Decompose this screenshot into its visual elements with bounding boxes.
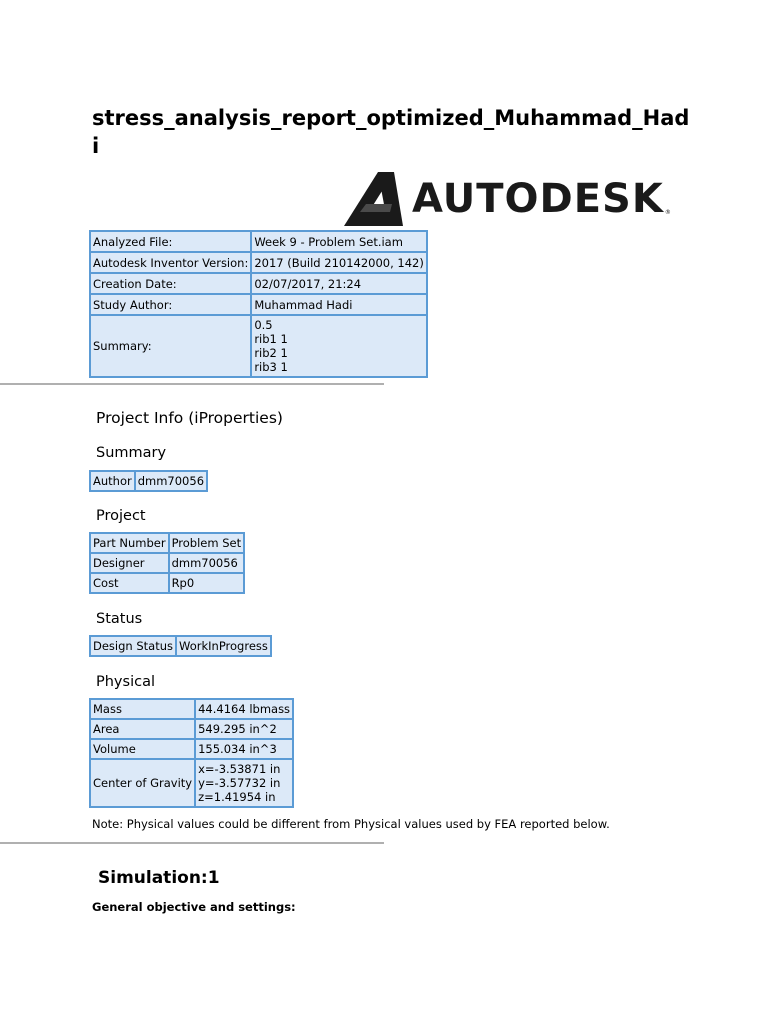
status-heading: Status	[96, 611, 143, 627]
table-row	[90, 759, 293, 807]
table-row	[90, 636, 271, 656]
cog-line: y=-3.57732 in	[198, 776, 281, 790]
table-row	[90, 471, 207, 491]
project-table	[89, 532, 245, 594]
table-row	[90, 273, 427, 294]
info-label-analyzed-file: Analyzed File:	[90, 231, 251, 252]
project-heading: Project	[96, 508, 146, 524]
section-divider	[0, 842, 384, 844]
table-row	[90, 231, 427, 252]
cog-line: z=1.41954 in	[198, 790, 276, 804]
table-row	[90, 739, 293, 759]
physical-heading: Physical	[96, 674, 155, 690]
summary-heading: Summary	[96, 445, 167, 461]
simulation-title: Simulation:1	[98, 868, 220, 888]
summary-table	[89, 470, 208, 492]
physical-value-center-of-gravity	[195, 759, 293, 807]
physical-value-mass: 44.4164 lbmass	[195, 699, 293, 719]
project-label-designer: Designer	[90, 553, 169, 573]
summary-line: rib3 1	[254, 360, 288, 374]
simulation-subtitle: General objective and settings:	[92, 900, 296, 914]
autodesk-a-icon	[342, 170, 404, 228]
project-value-cost: Rp0	[169, 573, 245, 593]
physical-table	[89, 698, 294, 808]
section-divider	[0, 383, 384, 385]
info-label-inventor-version: Autodesk Inventor Version:	[90, 252, 251, 273]
summary-label-author: Author	[90, 471, 135, 491]
info-value-inventor-version: 2017 (Build 210142000, 142)	[251, 252, 427, 273]
physical-label-center-of-gravity: Center of Gravity	[90, 759, 195, 807]
logo-registered-mark: ®	[664, 209, 671, 216]
physical-label-area: Area	[90, 719, 195, 739]
physical-value-area: 549.295 in^2	[195, 719, 293, 739]
summary-line: rib2 1	[254, 346, 288, 360]
logo-wordmark: AUTODESK	[412, 176, 664, 222]
table-row	[90, 553, 244, 573]
report-info-table	[89, 230, 428, 378]
physical-values-note: Note: Physical values could be different from Physical values used by FEA reported below.	[92, 817, 610, 831]
info-value-creation-date: 02/07/2017, 21:24	[251, 273, 427, 294]
status-label-design-status: Design Status	[90, 636, 176, 656]
table-row	[90, 533, 244, 553]
table-row	[90, 699, 293, 719]
table-row	[90, 252, 427, 273]
status-value-design-status: WorkInProgress	[176, 636, 271, 656]
table-row	[90, 315, 427, 377]
table-row	[90, 573, 244, 593]
info-value-summary	[251, 315, 427, 377]
project-label-cost: Cost	[90, 573, 169, 593]
info-label-study-author: Study Author:	[90, 294, 251, 315]
info-label-creation-date: Creation Date:	[90, 273, 251, 294]
info-label-summary: Summary:	[90, 315, 251, 377]
info-value-analyzed-file: Week 9 - Problem Set.iam	[251, 231, 427, 252]
autodesk-logo	[342, 168, 682, 230]
physical-label-mass: Mass	[90, 699, 195, 719]
project-label-part-number: Part Number	[90, 533, 169, 553]
summary-value-author: dmm70056	[135, 471, 207, 491]
table-row	[90, 719, 293, 739]
cog-line: x=-3.53871 in	[198, 762, 281, 776]
summary-line: rib1 1	[254, 332, 288, 346]
project-value-part-number: Problem Set	[169, 533, 245, 553]
info-value-study-author: Muhammad Hadi	[251, 294, 427, 315]
summary-line: 0.5	[254, 318, 273, 332]
physical-value-volume: 155.034 in^3	[195, 739, 293, 759]
status-table	[89, 635, 272, 657]
project-info-heading: Project Info (iProperties)	[96, 409, 283, 427]
project-value-designer: dmm70056	[169, 553, 245, 573]
physical-label-volume: Volume	[90, 739, 195, 759]
table-row	[90, 294, 427, 315]
report-title: stress_analysis_report_optimized_Muhammad_Hadi	[92, 106, 690, 158]
